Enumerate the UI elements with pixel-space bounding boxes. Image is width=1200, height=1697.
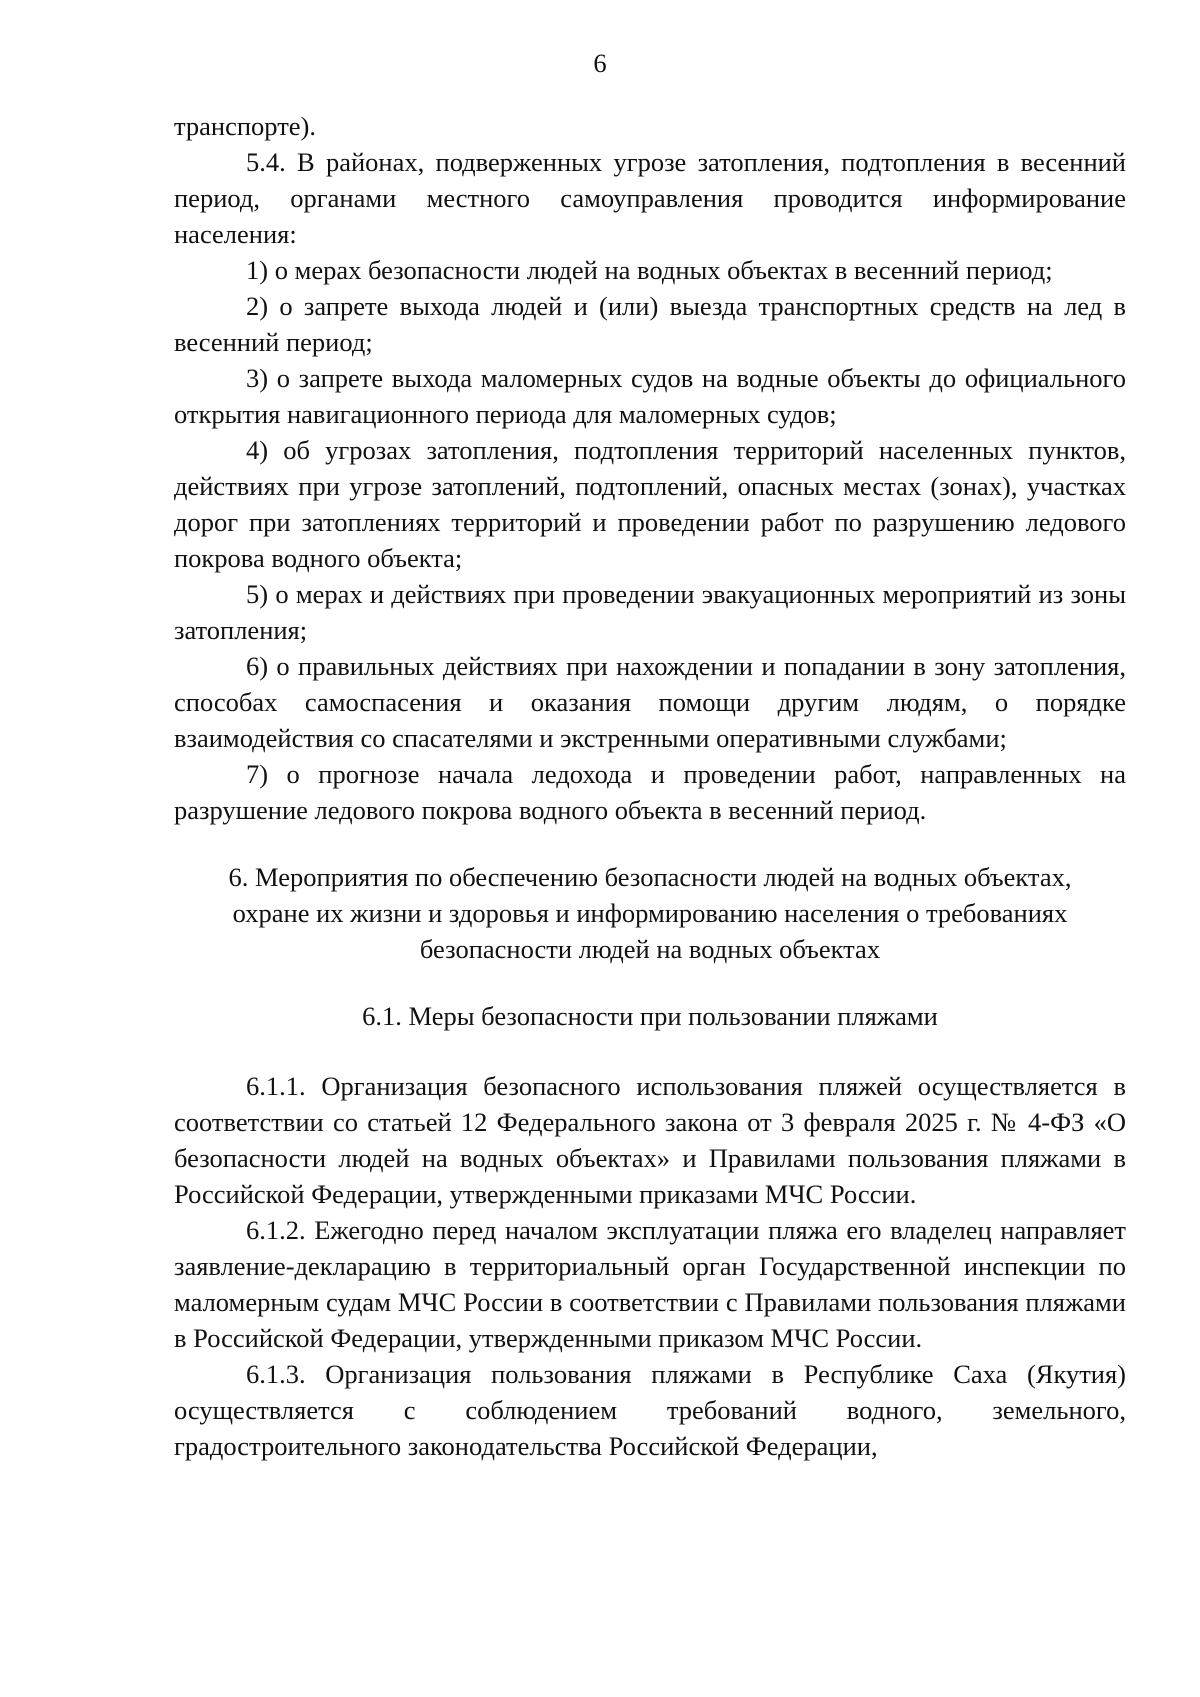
spacer <box>174 828 1126 859</box>
spacer <box>174 967 1126 998</box>
paragraph: транспорте). <box>174 111 316 141</box>
spacer <box>174 1034 1126 1068</box>
paragraph-5-4: 5.4. В районах, подверженных угрозе затопления, подтопления в весенний период, органами местного самоуправления проводится информирование населения: <box>174 147 1126 249</box>
list-item-5: 5) о мерах и действиях при проведении эвакуационных мероприятий из зоны затопления; <box>174 579 1126 645</box>
list-item-4: 4) об угрозах затопления, подтопления территорий населенных пунктов, действиях при угрозе затоплений, подтоплений, опасных местах (зонах), участках дорог при затоплениях территорий и проведении работ по разрушению ледового покрова водного объекта; <box>174 435 1126 573</box>
section-heading: 6. Мероприятия по обеспечению безопасности людей на водных объектах, охране их жизни и здоровья и информированию населения о требованиях безопасности людей на водных объектах <box>228 862 1072 964</box>
page-number: 6 <box>593 48 607 78</box>
paragraph-6-1-3: 6.1.3. Организация пользования пляжами в Республике Саха (Якутия) осуществляется с соблюдением требований водного, земельного, градостроительного законодательства Российской Федерации, <box>174 1359 1126 1461</box>
list-item-7: 7) о прогнозе начала ледохода и проведении работ, направленных на разрушение ледового покрова водного объекта в весенний период. <box>174 759 1126 825</box>
subsection-heading: 6.1. Меры безопасности при пользовании пляжами <box>362 1001 938 1031</box>
list-item-6: 6) о правильных действиях при нахождении и попадании в зону затопления, способах самоспасения и оказания помощи другим людям, о порядке взаимодействия со спасателями и экстренными оперативными службами; <box>174 651 1126 753</box>
list-item-1: 1) о мерах безопасности людей на водных объектах в весенний период; <box>246 255 1053 285</box>
document-body <box>174 108 1126 1464</box>
paragraph-6-1-1: 6.1.1. Организация безопасного использования пляжей осуществляется в соответствии со статьей 12 Федерального закона от 3 февраля 2025 г. № 4-ФЗ «О безопасности людей на водных объектах» и Правилами пользования пляжами в Российской Федерации, утвержденными приказами МЧС России. <box>174 1071 1126 1209</box>
paragraph-6-1-2: 6.1.2. Ежегодно перед началом эксплуатации пляжа его владелец направляет заявление-декларацию в территориальный орган Государственной инспекции по маломерным судам МЧС России в соответствии с Правилами пользования пляжами в Российской Федерации, утвержденными приказом МЧС России. <box>174 1215 1126 1353</box>
list-item-2: 2) о запрете выхода людей и (или) выезда транспортных средств на лед в весенний период; <box>174 291 1126 357</box>
list-item-3: 3) о запрете выхода маломерных судов на водные объекты до официального открытия навигационного периода для маломерных судов; <box>174 363 1126 429</box>
